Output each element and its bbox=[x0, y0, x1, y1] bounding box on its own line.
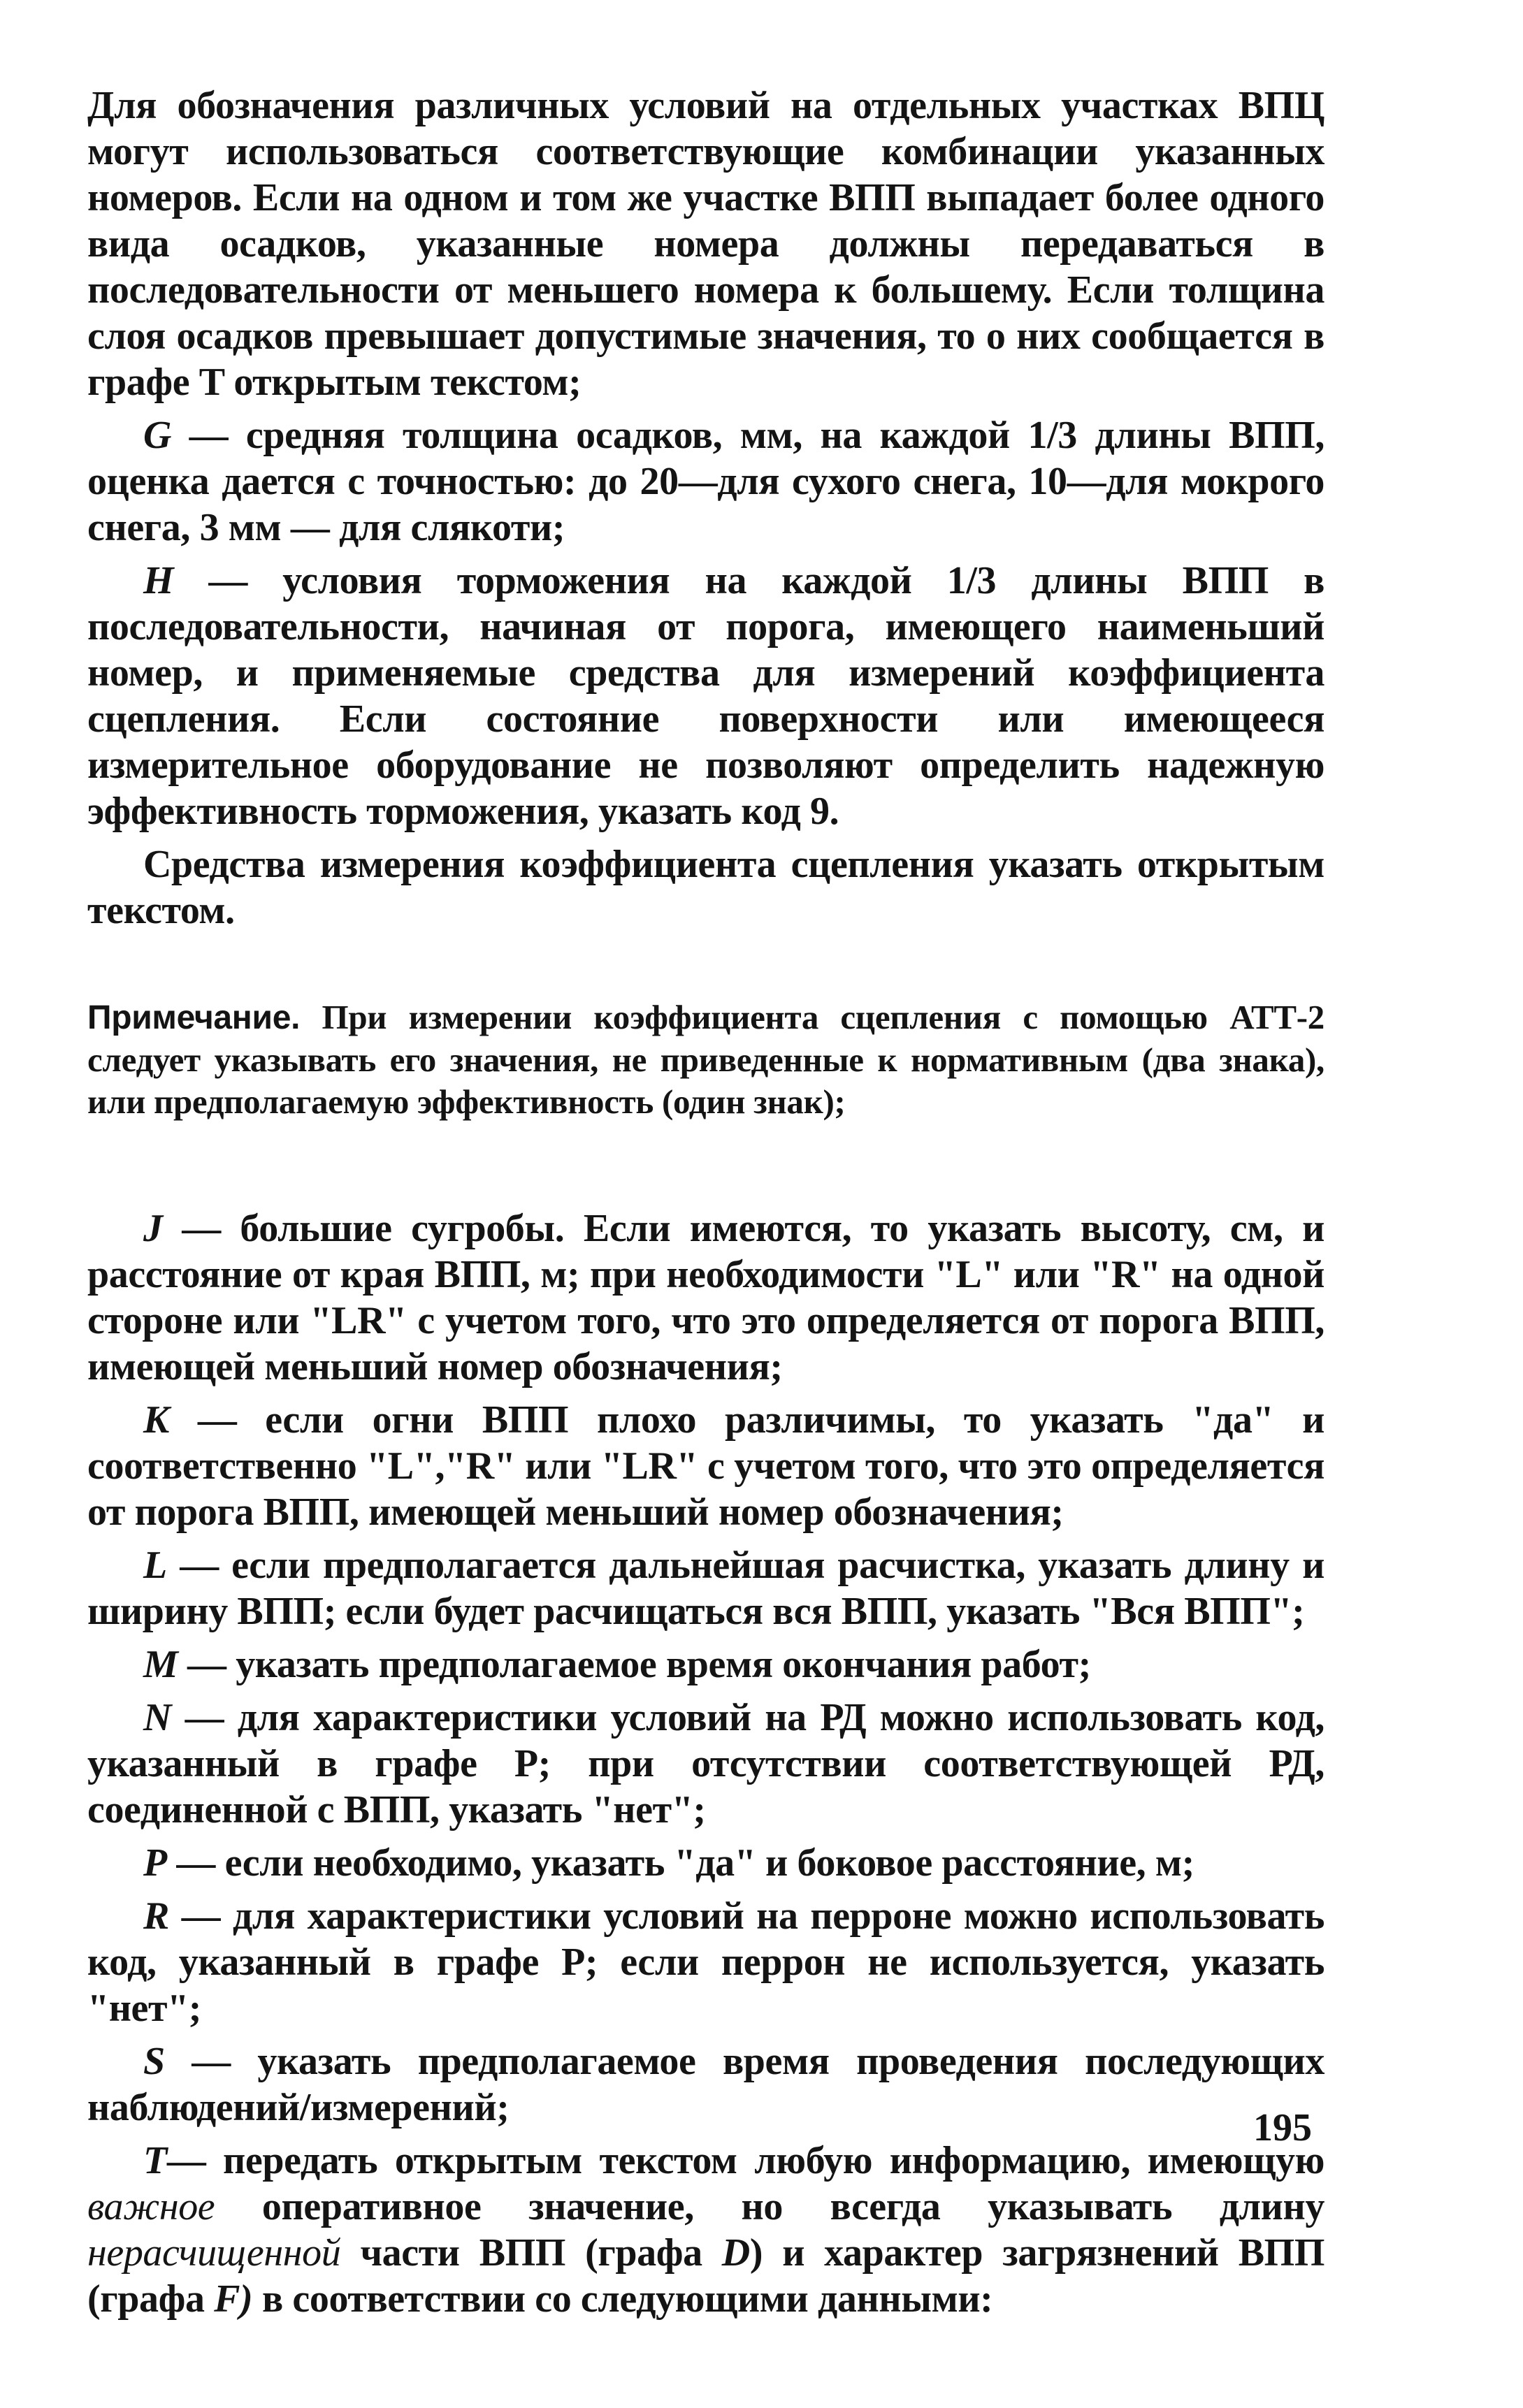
item-r-text: — для характеристики условий на перроне можно использовать код, указанный в графе P; если перрон не используется, указать "нет"; bbox=[87, 1894, 1324, 2030]
item-m-text: — указать предполагаемое время окончания работ; bbox=[178, 1643, 1091, 1686]
item-m-code: M bbox=[143, 1643, 178, 1686]
item-t-emphasis-important: важное bbox=[87, 2185, 215, 2228]
item-g-paragraph bbox=[87, 412, 1324, 551]
item-k-paragraph bbox=[87, 1397, 1324, 1535]
item-t-paragraph bbox=[87, 2138, 1324, 2322]
item-n-paragraph bbox=[87, 1695, 1324, 1833]
note-text: При измерении коэффициента сцепления с помощью АТТ-2 следует указывать его значения, не приведенные к нормативным (два знака), или предполагаемую эффективность (один знак); bbox=[87, 998, 1324, 1121]
item-s-text: — указать предполагаемое время проведения последующих наблюдений/измерений; bbox=[87, 2040, 1324, 2129]
item-g-text: — средняя толщина осадков, мм, на каждой 1/3 длины ВПП, оценка дается с точностью: до 20—для сухого снега, 10—для мокрого снега, 3 мм — для слякоти; bbox=[87, 414, 1324, 549]
note-paragraph bbox=[87, 996, 1324, 1123]
item-h-code: H bbox=[143, 559, 174, 602]
item-t-text-part3: части ВПП (графа bbox=[340, 2231, 722, 2275]
item-t-code-d: D bbox=[721, 2231, 750, 2275]
item-j-paragraph bbox=[87, 1205, 1324, 1390]
note-label: Примечание. bbox=[87, 999, 301, 1036]
item-t-text-part1: — передать открытым текстом любую информацию, имеющую bbox=[166, 2139, 1324, 2182]
item-h-text: — условия торможения на каждой 1/3 длины ВПП в последовательности, начиная от порога, имеющего наименьший номер, и применяемые средства для измерений коэффициента сцепления. Если состояние поверхности или имеющееся измерительное оборудование не позволяют определить надежную эффективность торможения, указать код 9. bbox=[87, 559, 1324, 833]
item-h-paragraph bbox=[87, 558, 1324, 834]
item-m-paragraph bbox=[87, 1641, 1324, 1688]
intro-paragraph: Для обозначения различных условий на отдельных участках ВПЦ могут использоваться соответствующие комбинации указанных номеров. Если на одном и том же участке ВПП выпадает более одного вида осадков, указанные номера должны передаваться в последовательности от меньшего номера к большему. Если толщина слоя осадков превышает допустимые значения, то о них сообщается в графе T открытым текстом; bbox=[87, 84, 1324, 404]
item-g-code: G bbox=[143, 414, 172, 457]
item-l-code: L bbox=[143, 1544, 167, 1587]
item-l-paragraph bbox=[87, 1542, 1324, 1634]
document-page bbox=[87, 82, 1324, 2329]
measurement-paragraph: Средства измерения коэффициента сцепления указать открытым текстом. bbox=[87, 843, 1324, 932]
item-t-text-part2: оперативное значение, но всегда указывать длину bbox=[215, 2185, 1324, 2228]
item-p-text: — если необходимо, указать "да" и боковое расстояние, м; bbox=[166, 1841, 1194, 1885]
item-j-code: J bbox=[143, 1207, 163, 1250]
item-p-code: P bbox=[143, 1841, 167, 1885]
item-k-text: — если огни ВПП плохо различимы, то указать "да" и соответственно "L","R" или "LR" с учетом того, что это определяется от порога ВПП, имеющей меньший номер обозначения; bbox=[87, 1398, 1324, 1534]
item-k-code: K bbox=[143, 1398, 169, 1442]
section-spacer bbox=[87, 1123, 1324, 1205]
page-number: 195 bbox=[1253, 2106, 1312, 2149]
item-n-code: N bbox=[143, 1696, 172, 1739]
item-t-code: T bbox=[143, 2139, 167, 2182]
item-r-code: R bbox=[143, 1894, 169, 1938]
item-l-text: — если предполагается дальнейшая расчистка, указать длину и ширину ВПП; если будет расчищаться вся ВПП, указать "Вся ВПП"; bbox=[87, 1544, 1324, 1633]
item-p-paragraph bbox=[87, 1840, 1324, 1886]
item-s-code: S bbox=[143, 2040, 165, 2083]
item-n-text: — для характеристики условий на РД можно использовать код, указанный в графе P; при отсутствии соответствующей РД, соединенной с ВПП, указать "нет"; bbox=[87, 1696, 1324, 1832]
item-s-paragraph bbox=[87, 2038, 1324, 2131]
item-t-code-f: F) bbox=[214, 2277, 253, 2321]
item-t-text-part5: в соответствии со следующими данными: bbox=[252, 2277, 993, 2321]
item-t-text-part4: ) и характер загрязнений ВПП (графа bbox=[87, 2231, 1324, 2321]
item-j-text: — большие сугробы. Если имеются, то указать высоту, см, и расстояние от края ВПП, м; при необходимости "L" или "R" на одной стороне или "LR" с учетом того, что это определяется от порога ВПП, имеющей меньший номер обозначения; bbox=[87, 1207, 1324, 1388]
item-t-emphasis-uncleared: нерасчищенной bbox=[87, 2231, 341, 2275]
item-r-paragraph bbox=[87, 1893, 1324, 2031]
